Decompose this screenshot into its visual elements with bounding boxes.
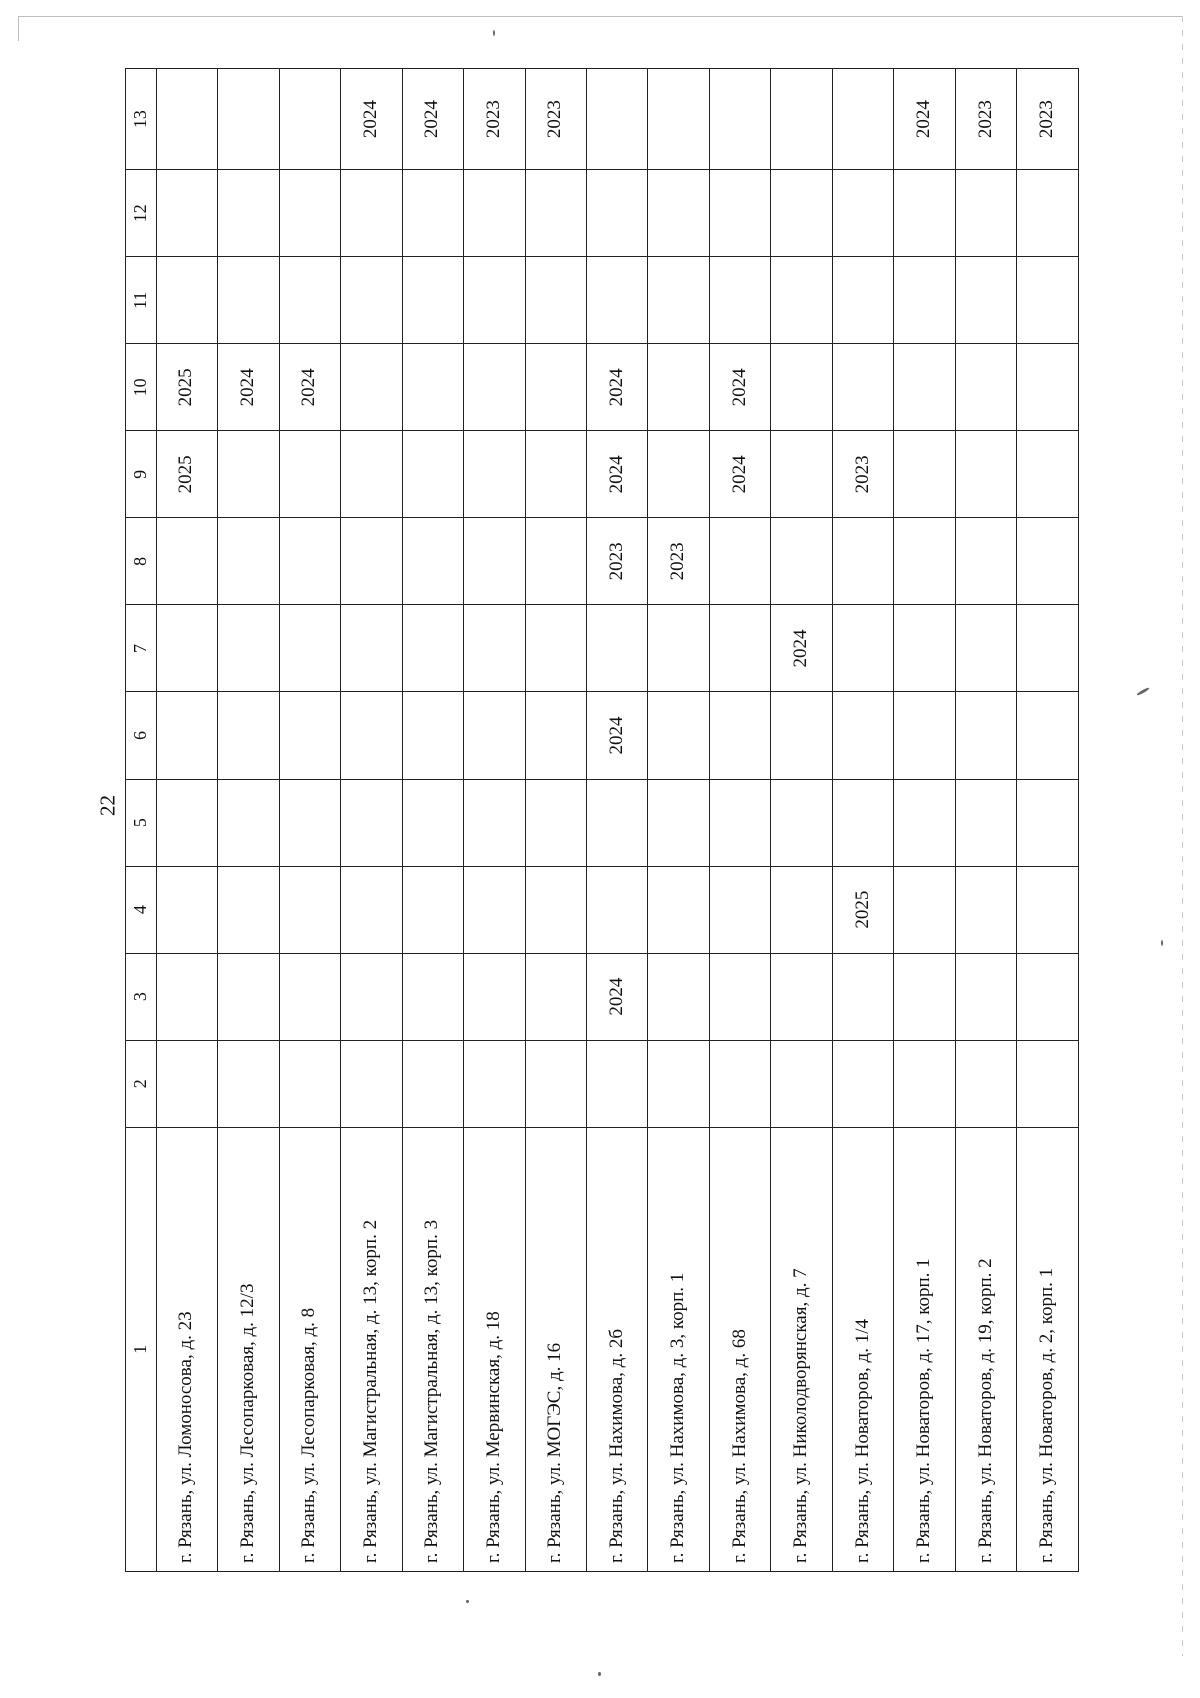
year-cell — [279, 779, 340, 866]
year-cell — [341, 431, 402, 518]
year-cell — [894, 431, 955, 518]
scan-speck — [1161, 940, 1163, 946]
year-cell: 2025 — [832, 866, 893, 953]
year-cell — [709, 866, 770, 953]
year-cell — [586, 1040, 647, 1127]
year-cell — [648, 605, 709, 692]
year-cell — [832, 1040, 893, 1127]
repair-schedule-table — [125, 68, 1079, 1572]
scan-speck — [493, 30, 495, 36]
year-cell — [156, 518, 217, 605]
year-cell — [955, 257, 1016, 344]
year-cell — [709, 170, 770, 257]
column-number-cell: 11 — [126, 257, 157, 344]
year-cell — [586, 69, 647, 170]
year-cell — [709, 692, 770, 779]
year-cell — [771, 257, 832, 344]
year-cell — [771, 518, 832, 605]
year-cell — [955, 1040, 1016, 1127]
year-cell — [218, 692, 279, 779]
address-cell: г. Рязань, ул. Новаторов, д. 19, корп. 2 — [955, 1127, 1016, 1571]
year-cell — [402, 779, 463, 866]
year-cell — [525, 866, 586, 953]
year-cell: 2024 — [218, 344, 279, 431]
year-cell — [648, 953, 709, 1040]
year-cell — [464, 866, 525, 953]
year-cell — [525, 779, 586, 866]
table-row — [771, 69, 832, 1572]
address-cell: г. Рязань, ул. Новаторов, д. 17, корп. 1 — [894, 1127, 955, 1571]
column-number-cell: 9 — [126, 431, 157, 518]
column-number-cell: 6 — [126, 692, 157, 779]
year-cell — [1017, 344, 1079, 431]
year-cell — [156, 1040, 217, 1127]
address-cell: г. Рязань, ул. Новаторов, д. 2, корп. 1 — [1017, 1127, 1079, 1571]
header-row — [126, 69, 157, 1572]
table-row — [341, 69, 402, 1572]
year-cell — [709, 1040, 770, 1127]
year-cell: 2024 — [586, 431, 647, 518]
column-number-cell: 5 — [126, 779, 157, 866]
year-cell — [894, 779, 955, 866]
year-cell — [156, 605, 217, 692]
year-cell — [525, 1040, 586, 1127]
table-row — [832, 69, 893, 1572]
year-cell — [402, 170, 463, 257]
year-cell — [402, 692, 463, 779]
year-cell — [525, 170, 586, 257]
year-cell — [955, 431, 1016, 518]
year-cell: 2023 — [1017, 69, 1079, 170]
year-cell — [648, 866, 709, 953]
year-cell — [218, 69, 279, 170]
column-number-cell: 12 — [126, 170, 157, 257]
year-cell — [464, 605, 525, 692]
year-cell: 2023 — [955, 69, 1016, 170]
year-cell — [832, 344, 893, 431]
year-cell — [525, 692, 586, 779]
address-cell: г. Рязань, ул. Ломоносова, д. 23 — [156, 1127, 217, 1571]
year-cell — [648, 779, 709, 866]
year-cell — [464, 779, 525, 866]
year-cell — [156, 866, 217, 953]
address-cell: г. Рязань, ул. Нахимова, д. 3, корп. 1 — [648, 1127, 709, 1571]
year-cell — [279, 431, 340, 518]
year-cell — [156, 170, 217, 257]
year-cell: 2024 — [279, 344, 340, 431]
year-cell — [955, 518, 1016, 605]
column-number-cell: 4 — [126, 866, 157, 953]
year-cell — [648, 344, 709, 431]
table-row — [156, 69, 217, 1572]
year-cell — [218, 431, 279, 518]
year-cell — [955, 344, 1016, 431]
year-cell — [832, 518, 893, 605]
year-cell — [648, 1040, 709, 1127]
year-cell: 2024 — [341, 69, 402, 170]
year-cell — [525, 953, 586, 1040]
address-cell: г. Рязань, ул. Лесопарковая, д. 12/3 — [218, 1127, 279, 1571]
address-cell: г. Рязань, ул. МОГЭС, д. 16 — [525, 1127, 586, 1571]
year-cell — [464, 257, 525, 344]
year-cell — [586, 779, 647, 866]
year-cell — [156, 692, 217, 779]
year-cell — [341, 779, 402, 866]
year-cell — [279, 518, 340, 605]
year-cell — [648, 170, 709, 257]
year-cell — [402, 344, 463, 431]
table-row — [402, 69, 463, 1572]
year-cell — [525, 431, 586, 518]
year-cell — [464, 692, 525, 779]
year-cell — [709, 257, 770, 344]
year-cell — [218, 605, 279, 692]
year-cell — [832, 953, 893, 1040]
column-number-cell: 1 — [126, 1127, 157, 1571]
year-cell — [402, 866, 463, 953]
page-number: 22 — [95, 795, 120, 816]
rotated-table-frame — [125, 68, 1079, 1572]
scan-edge-right — [1182, 16, 1183, 1656]
year-cell — [771, 953, 832, 1040]
year-cell — [218, 866, 279, 953]
year-cell — [1017, 953, 1079, 1040]
table-row — [955, 69, 1016, 1572]
year-cell — [894, 518, 955, 605]
year-cell — [771, 344, 832, 431]
year-cell — [832, 605, 893, 692]
year-cell — [279, 170, 340, 257]
address-cell: г. Рязань, ул. Нахимова, д. 2б — [586, 1127, 647, 1571]
year-cell: 2024 — [586, 953, 647, 1040]
year-cell — [218, 257, 279, 344]
year-cell — [648, 431, 709, 518]
year-cell — [341, 605, 402, 692]
year-cell — [402, 518, 463, 605]
year-cell — [218, 518, 279, 605]
year-cell: 2023 — [525, 69, 586, 170]
year-cell — [771, 692, 832, 779]
year-cell — [771, 1040, 832, 1127]
year-cell — [341, 344, 402, 431]
year-cell — [525, 344, 586, 431]
year-cell — [279, 692, 340, 779]
table-row — [586, 69, 647, 1572]
year-cell — [894, 866, 955, 953]
year-cell — [341, 518, 402, 605]
scan-speck — [1136, 687, 1150, 697]
year-cell — [402, 953, 463, 1040]
year-cell — [464, 431, 525, 518]
year-cell — [279, 69, 340, 170]
year-cell — [894, 257, 955, 344]
year-cell — [279, 605, 340, 692]
table-row — [464, 69, 525, 1572]
year-cell — [525, 257, 586, 344]
year-cell — [218, 170, 279, 257]
year-cell — [648, 257, 709, 344]
table-row — [709, 69, 770, 1572]
year-cell: 2024 — [771, 605, 832, 692]
year-cell — [648, 69, 709, 170]
column-number-cell: 7 — [126, 605, 157, 692]
year-cell — [894, 170, 955, 257]
year-cell — [832, 69, 893, 170]
year-cell — [894, 953, 955, 1040]
year-cell — [709, 779, 770, 866]
year-cell — [464, 518, 525, 605]
year-cell: 2024 — [586, 692, 647, 779]
year-cell — [218, 1040, 279, 1127]
year-cell — [341, 1040, 402, 1127]
year-cell — [1017, 431, 1079, 518]
year-cell — [832, 257, 893, 344]
column-number-cell: 10 — [126, 344, 157, 431]
year-cell — [771, 866, 832, 953]
year-cell — [464, 1040, 525, 1127]
year-cell — [894, 692, 955, 779]
year-cell: 2024 — [894, 69, 955, 170]
year-cell — [709, 69, 770, 170]
year-cell — [1017, 692, 1079, 779]
table-row — [218, 69, 279, 1572]
year-cell — [156, 953, 217, 1040]
rotated-table — [125, 68, 1079, 1572]
year-cell: 2024 — [402, 69, 463, 170]
year-cell — [156, 257, 217, 344]
year-cell — [894, 605, 955, 692]
year-cell: 2025 — [156, 344, 217, 431]
year-cell — [648, 692, 709, 779]
year-cell — [464, 953, 525, 1040]
year-cell — [832, 779, 893, 866]
table-row — [1017, 69, 1079, 1572]
year-cell: 2023 — [648, 518, 709, 605]
year-cell — [1017, 257, 1079, 344]
year-cell — [156, 779, 217, 866]
year-cell — [525, 605, 586, 692]
year-cell — [402, 605, 463, 692]
year-cell — [525, 518, 586, 605]
year-cell — [402, 257, 463, 344]
year-cell — [341, 170, 402, 257]
year-cell — [279, 866, 340, 953]
scan-speck — [598, 1672, 601, 1676]
year-cell — [1017, 170, 1079, 257]
year-cell: 2024 — [586, 344, 647, 431]
year-cell — [279, 257, 340, 344]
year-cell — [586, 257, 647, 344]
year-cell — [771, 170, 832, 257]
year-cell — [955, 953, 1016, 1040]
address-cell: г. Рязань, ул. Николодворянская, д. 7 — [771, 1127, 832, 1571]
address-cell: г. Рязань, ул. Лесопарковая, д. 8 — [279, 1127, 340, 1571]
column-number-cell: 3 — [126, 953, 157, 1040]
year-cell: 2023 — [832, 431, 893, 518]
year-cell — [832, 170, 893, 257]
year-cell — [341, 866, 402, 953]
table-row — [648, 69, 709, 1572]
year-cell — [771, 779, 832, 866]
address-cell: г. Рязань, ул. Магистральная, д. 13, корп. 2 — [341, 1127, 402, 1571]
scan-edge-left — [18, 16, 19, 41]
year-cell — [218, 953, 279, 1040]
year-cell — [709, 953, 770, 1040]
year-cell — [955, 866, 1016, 953]
year-cell: 2024 — [709, 344, 770, 431]
column-number-cell: 13 — [126, 69, 157, 170]
year-cell — [341, 692, 402, 779]
year-cell — [586, 866, 647, 953]
year-cell — [771, 69, 832, 170]
year-cell — [1017, 1040, 1079, 1127]
year-cell — [1017, 518, 1079, 605]
column-number-cell: 8 — [126, 518, 157, 605]
year-cell — [464, 344, 525, 431]
year-cell — [894, 1040, 955, 1127]
year-cell — [402, 431, 463, 518]
year-cell — [402, 1040, 463, 1127]
year-cell — [279, 1040, 340, 1127]
year-cell — [586, 170, 647, 257]
year-cell — [955, 779, 1016, 866]
year-cell — [771, 431, 832, 518]
column-number-cell: 2 — [126, 1040, 157, 1127]
year-cell — [894, 344, 955, 431]
table-row — [279, 69, 340, 1572]
year-cell — [955, 692, 1016, 779]
year-cell — [832, 692, 893, 779]
year-cell — [586, 605, 647, 692]
year-cell — [709, 605, 770, 692]
year-cell — [1017, 866, 1079, 953]
year-cell: 2023 — [586, 518, 647, 605]
scan-speck — [466, 1600, 469, 1603]
year-cell — [1017, 779, 1079, 866]
year-cell — [341, 257, 402, 344]
year-cell — [955, 605, 1016, 692]
year-cell — [955, 170, 1016, 257]
year-cell — [279, 953, 340, 1040]
year-cell: 2023 — [464, 69, 525, 170]
table-row — [525, 69, 586, 1572]
year-cell — [464, 170, 525, 257]
address-cell: г. Рязань, ул. Нахимова, д. 68 — [709, 1127, 770, 1571]
scan-edge-top — [18, 16, 1183, 17]
address-cell: г. Рязань, ул. Магистральная, д. 13, корп. 3 — [402, 1127, 463, 1571]
address-cell: г. Рязань, ул. Новаторов, д. 1/4 — [832, 1127, 893, 1571]
year-cell — [218, 779, 279, 866]
year-cell: 2024 — [709, 431, 770, 518]
address-cell: г. Рязань, ул. Мервинская, д. 18 — [464, 1127, 525, 1571]
year-cell — [341, 953, 402, 1040]
year-cell — [1017, 605, 1079, 692]
year-cell — [156, 69, 217, 170]
year-cell: 2025 — [156, 431, 217, 518]
year-cell — [709, 518, 770, 605]
table-row — [894, 69, 955, 1572]
